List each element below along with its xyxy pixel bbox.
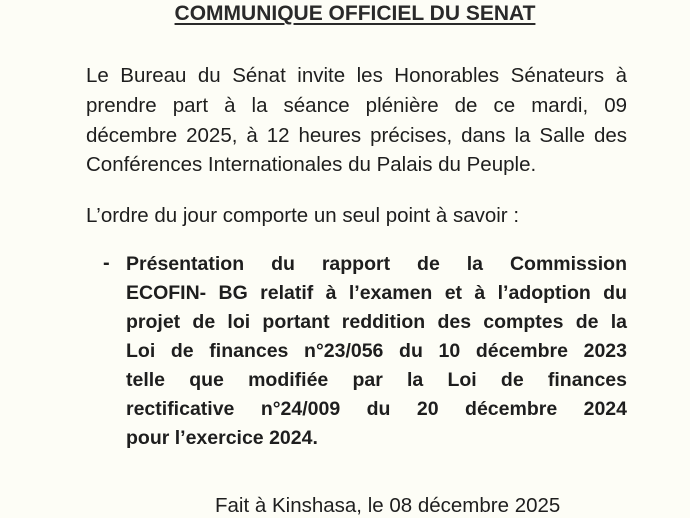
document-title: COMMUNIQUE OFFICIEL DU SENAT bbox=[174, 2, 536, 25]
signature-line: Fait à Kinshasa, le 08 décembre 2025 bbox=[215, 494, 561, 517]
agenda-line: projet de loi portant reddition des comptes de la bbox=[126, 311, 627, 333]
paragraph-line: décembre 2025, à 12 heures précises, dans la Salle des bbox=[86, 124, 627, 147]
agenda-line: telle que modifiée par la Loi de finances bbox=[126, 369, 627, 391]
paragraph-line: Le Bureau du Sénat invite les Honorables Sénateurs à bbox=[86, 64, 627, 87]
agenda-intro: L’ordre du jour comporte un seul point à savoir : bbox=[86, 204, 520, 227]
agenda-line: Présentation du rapport de la Commission bbox=[126, 253, 627, 275]
paragraph-line: prendre part à la séance plénière de ce mardi, 09 bbox=[86, 94, 627, 117]
agenda-line: pour l’exercice 2024. bbox=[126, 427, 318, 449]
agenda-line: Loi de finances n°23/056 du 10 décembre 2023 bbox=[126, 340, 627, 362]
bullet-dash: - bbox=[103, 252, 110, 274]
agenda-line: ECOFIN- BG relatif à l’examen et à l’adoption du bbox=[126, 282, 627, 304]
paragraph-line: Conférences Internationales du Palais du Peuple. bbox=[86, 153, 537, 176]
agenda-line: rectificative n°24/009 du 20 décembre 2024 bbox=[126, 398, 627, 420]
